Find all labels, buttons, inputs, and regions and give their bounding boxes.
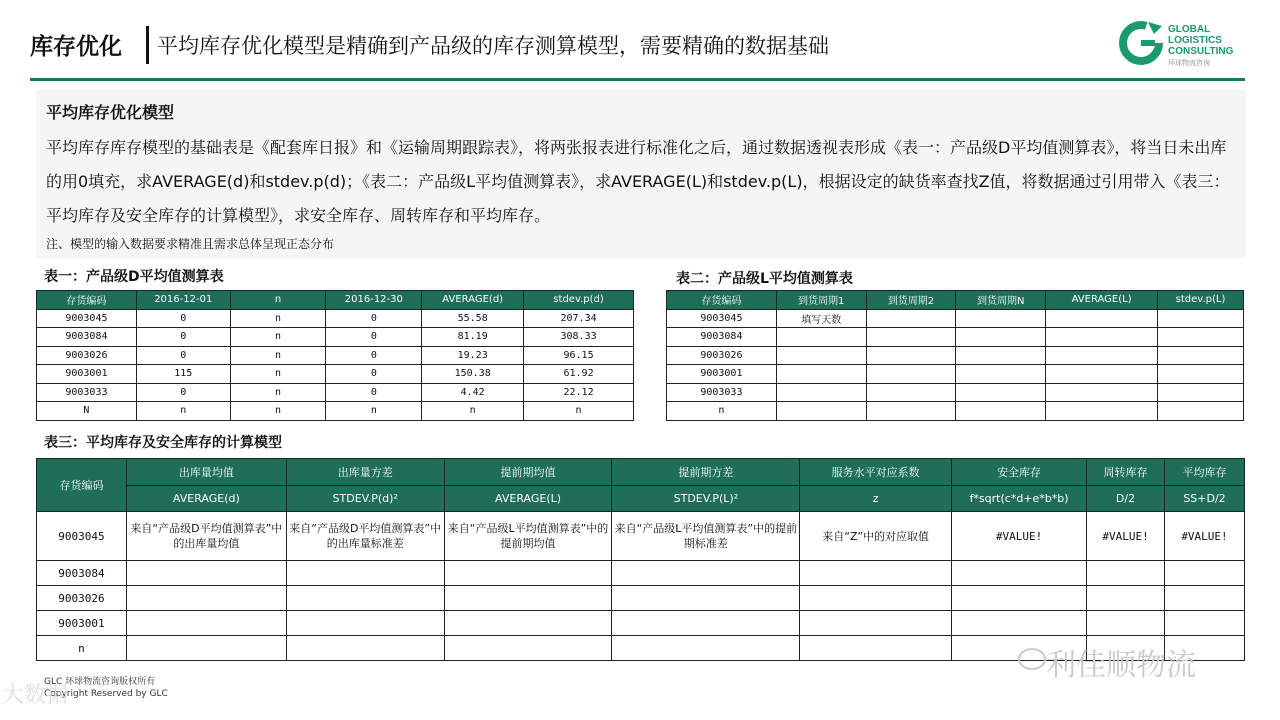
- table-cell: [1158, 328, 1244, 347]
- table-cell: [126, 561, 286, 586]
- table-cell: [952, 561, 1087, 586]
- table1-header: stdev.p(d): [524, 291, 634, 310]
- table-cell: 来自“产品级L平均值测算表”中的提前期标准差: [612, 512, 800, 561]
- table-cell: 0: [136, 328, 230, 347]
- table-cell: n: [230, 402, 326, 421]
- table-cell: [866, 346, 956, 365]
- table-cell: n: [136, 402, 230, 421]
- table-cell: [956, 402, 1046, 421]
- table-cell: [866, 328, 956, 347]
- table3-header-row-1: [37, 459, 1245, 486]
- table-cell: [612, 586, 800, 611]
- table-cell: 0: [326, 309, 422, 328]
- table2-header: AVERAGE(L): [1046, 291, 1158, 310]
- table-cell: 115: [136, 365, 230, 384]
- table-row: [667, 328, 1244, 347]
- table3-formula-header: STDEV.P(d)²: [286, 486, 444, 512]
- intro-body: 平均库存库存模型的基础表是《配套库日报》和《运输周期跟踪表》，将两张报表进行标准化之后，通过数据透视表形成《表一：产品级D平均值测算表》，将当日未出库的用0填充，求AVERAGE(d)和stdev.p(d)；《表二：产品级L平均值测算表》，求AVERAGE(L)和stdev.p(L)，根据设定的缺货率查找Z值，将数据通过引用带入《表三：平均库存及安全库存的计算模型》，求安全库存、周转库存和平均库存。: [46, 138, 1230, 225]
- table-cell: 来自“产品级D平均值测算表”中的出库量均值: [126, 512, 286, 561]
- table2-header: stdev.p(L): [1158, 291, 1244, 310]
- wechat-icon: [1018, 648, 1046, 670]
- copyright: GLC 环球物流咨询版权所有 Copyright Reserved by GLC: [44, 677, 168, 699]
- table-cell: [800, 611, 952, 636]
- table-cell: [612, 561, 800, 586]
- table-cell: [1087, 611, 1165, 636]
- table-cell: [286, 636, 444, 661]
- table2-header: 到货周期2: [866, 291, 956, 310]
- table1-header: AVERAGE(d): [422, 291, 524, 310]
- table-cell: n: [422, 402, 524, 421]
- table-row: [37, 365, 634, 384]
- table-cell: n: [230, 309, 326, 328]
- table3: [36, 458, 1245, 661]
- table-cell: 填写天数: [776, 309, 866, 328]
- table-row: [37, 512, 1245, 561]
- table-cell: [612, 611, 800, 636]
- table-row: [37, 309, 634, 328]
- table-cell: [956, 383, 1046, 402]
- table-cell: 9003001: [37, 365, 137, 384]
- logo-cn-text: 环球物流咨询: [1168, 59, 1210, 67]
- table3-formula-header: f*sqrt(c*d+e*b*b): [952, 486, 1087, 512]
- slide-header: [0, 0, 1280, 82]
- table-cell: 96.15: [524, 346, 634, 365]
- table-cell: 207.34: [524, 309, 634, 328]
- table3-header: 服务水平对应系数: [800, 459, 952, 486]
- table3-header: 周转库存: [1087, 459, 1165, 486]
- table-cell: 4.42: [422, 383, 524, 402]
- table-cell: [286, 611, 444, 636]
- table-cell: [956, 309, 1046, 328]
- table3-code-header: 存货编码: [37, 459, 127, 512]
- table-cell: [1158, 402, 1244, 421]
- table-cell: 0: [326, 383, 422, 402]
- table-cell: n: [667, 402, 777, 421]
- table-cell: n: [524, 402, 634, 421]
- table-cell: [1164, 561, 1244, 586]
- table-cell: [866, 365, 956, 384]
- table-cell: [444, 636, 612, 661]
- table1-header: 存货编码: [37, 291, 137, 310]
- table-cell: [444, 561, 612, 586]
- table-cell: [1158, 383, 1244, 402]
- intro-title: 平均库存优化模型: [46, 103, 175, 122]
- table-cell: 0: [326, 365, 422, 384]
- table-row: [37, 402, 634, 421]
- table-cell: [1087, 561, 1165, 586]
- table-cell: [1046, 328, 1158, 347]
- logo-text: GLOBAL LOGISTICS CONSULTING: [1168, 24, 1234, 57]
- table-cell: 9003026: [37, 586, 127, 611]
- table-cell: [126, 611, 286, 636]
- table-row: [37, 561, 1245, 586]
- table-cell: 9003045: [37, 309, 137, 328]
- table-cell: [866, 309, 956, 328]
- table-cell: #VALUE!: [1164, 512, 1244, 561]
- table-row: [37, 383, 634, 402]
- table-row: [667, 383, 1244, 402]
- table-cell: [800, 586, 952, 611]
- table-row: [37, 586, 1245, 611]
- table1: [36, 290, 634, 421]
- table1-caption: 表一：产品级D平均值测算表: [44, 269, 224, 285]
- table-cell: [126, 586, 286, 611]
- table-cell: [952, 586, 1087, 611]
- table-cell: 55.58: [422, 309, 524, 328]
- table-row: [667, 402, 1244, 421]
- table-row: [37, 346, 634, 365]
- table-cell: [776, 328, 866, 347]
- table-cell: 9003033: [37, 383, 137, 402]
- table-cell: [1158, 309, 1244, 328]
- table-cell: [1046, 309, 1158, 328]
- table2-header-row: [667, 291, 1244, 310]
- table3-header: 提前期方差: [612, 459, 800, 486]
- table-cell: n: [326, 402, 422, 421]
- table-cell: [126, 636, 286, 661]
- table-cell: 61.92: [524, 365, 634, 384]
- table-cell: [444, 586, 612, 611]
- table-cell: 150.38: [422, 365, 524, 384]
- table-row: [667, 309, 1244, 328]
- table1-header: 2016-12-01: [136, 291, 230, 310]
- table-cell: 来自“Z”中的对应取值: [800, 512, 952, 561]
- table-cell: 来自“产品级D平均值测算表”中的出库量标准差: [286, 512, 444, 561]
- slide-subtitle: 平均库存优化模型是精确到产品级的库存测算模型，需要精确的数据基础: [157, 34, 829, 58]
- table1-header-row: [37, 291, 634, 310]
- glc-logo: [1118, 20, 1268, 70]
- table-cell: [956, 346, 1046, 365]
- table-cell: [1046, 365, 1158, 384]
- table-cell: [866, 402, 956, 421]
- table-cell: [1164, 611, 1244, 636]
- table-cell: [800, 636, 952, 661]
- table-cell: [1158, 365, 1244, 384]
- table-cell: [800, 561, 952, 586]
- table-cell: [1046, 402, 1158, 421]
- table-cell: 0: [136, 346, 230, 365]
- table3-formula-header: AVERAGE(d): [126, 486, 286, 512]
- table-cell: [952, 611, 1087, 636]
- table-cell: 9003084: [667, 328, 777, 347]
- watermark: 利佳顺物流: [1046, 648, 1196, 683]
- table-cell: 9003001: [667, 365, 777, 384]
- table1-header: 2016-12-30: [326, 291, 422, 310]
- table3-formula-header: D/2: [1087, 486, 1165, 512]
- table-cell: [1087, 586, 1165, 611]
- table-cell: 19.23: [422, 346, 524, 365]
- table-cell: [866, 383, 956, 402]
- table2: [666, 290, 1244, 421]
- table-cell: 9003084: [37, 561, 127, 586]
- table-cell: 0: [326, 346, 422, 365]
- table-cell: 0: [326, 328, 422, 347]
- table-cell: n: [37, 636, 127, 661]
- table3-header-row-2: [37, 486, 1245, 512]
- table-cell: [776, 346, 866, 365]
- table1-header: n: [230, 291, 326, 310]
- table-row: [667, 346, 1244, 365]
- table-cell: n: [230, 346, 326, 365]
- table-cell: 来自“产品级L平均值测算表”中的提前期均值: [444, 512, 612, 561]
- table-cell: 9003026: [37, 346, 137, 365]
- table-row: [37, 328, 634, 347]
- table-cell: 81.19: [422, 328, 524, 347]
- title-divider: [146, 26, 149, 64]
- table-cell: 308.33: [524, 328, 634, 347]
- watermark-2: 大数据: [2, 683, 69, 708]
- table-cell: [1046, 346, 1158, 365]
- table3-caption: 表三：平均库存及安全库存的计算模型: [44, 435, 282, 451]
- table-cell: [1158, 346, 1244, 365]
- table-row: [37, 611, 1245, 636]
- table-cell: 22.12: [524, 383, 634, 402]
- table-cell: [612, 636, 800, 661]
- table-cell: [956, 328, 1046, 347]
- table3-formula-header: z: [800, 486, 952, 512]
- table3-header: 提前期均值: [444, 459, 612, 486]
- table-cell: #VALUE!: [952, 512, 1087, 561]
- table-cell: [776, 383, 866, 402]
- glc-logo-icon: [1118, 20, 1164, 66]
- table3-header: 安全库存: [952, 459, 1087, 486]
- table-cell: [776, 402, 866, 421]
- table-cell: n: [230, 328, 326, 347]
- table3-header: 出库量方差: [286, 459, 444, 486]
- table-row: [667, 365, 1244, 384]
- intro-box: [36, 90, 1246, 258]
- table-cell: 0: [136, 309, 230, 328]
- table-cell: 9003026: [667, 346, 777, 365]
- table-cell: [286, 586, 444, 611]
- table-cell: [286, 561, 444, 586]
- table3-header: 出库量均值: [126, 459, 286, 486]
- slide-title: 库存优化: [30, 34, 122, 60]
- table2-header: 到货周期N: [956, 291, 1046, 310]
- table-cell: [776, 365, 866, 384]
- table2-header: 到货周期1: [776, 291, 866, 310]
- header-rule: [30, 78, 1245, 81]
- table3-formula-header: STDEV.P(L)²: [612, 486, 800, 512]
- table-cell: n: [230, 383, 326, 402]
- table-cell: 9003033: [667, 383, 777, 402]
- table-cell: #VALUE!: [1087, 512, 1165, 561]
- table-cell: [956, 365, 1046, 384]
- table-cell: 9003084: [37, 328, 137, 347]
- intro-note: 注、模型的输入数据要求精准且需求总体呈现正态分布: [46, 237, 335, 251]
- table-cell: [1164, 586, 1244, 611]
- table-cell: n: [230, 365, 326, 384]
- table-cell: 9003045: [37, 512, 127, 561]
- table-cell: [1046, 383, 1158, 402]
- table3-formula-header: AVERAGE(L): [444, 486, 612, 512]
- table2-caption: 表二：产品级L平均值测算表: [676, 271, 853, 287]
- table-cell: 9003045: [667, 309, 777, 328]
- table-cell: 0: [136, 383, 230, 402]
- table-cell: [444, 611, 612, 636]
- table2-header: 存货编码: [667, 291, 777, 310]
- table-cell: 9003001: [37, 611, 127, 636]
- table3-formula-header: SS+D/2: [1164, 486, 1244, 512]
- table3-header: 平均库存: [1164, 459, 1244, 486]
- table-cell: N: [37, 402, 137, 421]
